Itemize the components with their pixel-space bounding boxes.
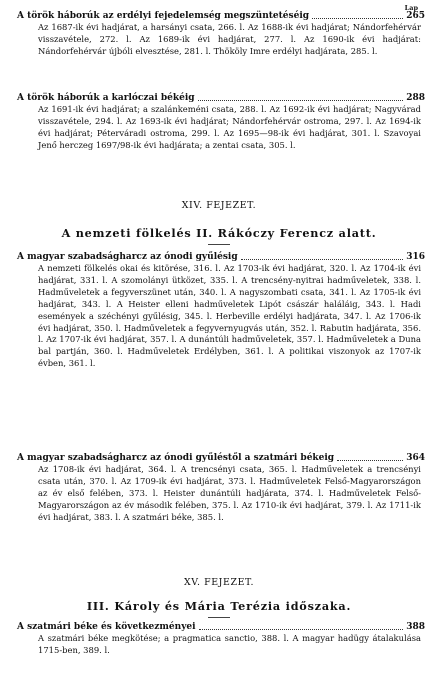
toc-entry-title: A szatmári béke és következményei (17, 622, 196, 632)
toc-entry-page: 388 (406, 622, 425, 632)
toc-entry (17, 92, 425, 152)
toc-entry-page: 316 (406, 252, 425, 262)
toc-entry-heading (17, 251, 425, 263)
toc-entry-title: A magyar szabadságharcz az ónodi gyűléstől a szatmári békeig (17, 453, 335, 463)
chapter-numeral: XV. FEJEZET. (183, 577, 255, 588)
toc-entry-summary: A szatmári béke megkötése; a pragmatica sanctio, 388. l. A magyar hadügy átalakulása 1715-ben, 389. l. (38, 633, 421, 655)
toc-entry-heading (17, 452, 425, 464)
chapter-numeral: XIV. FEJEZET. (181, 200, 257, 211)
toc-entry-title: A magyar szabadságharcz az ónodi gyűlésig (17, 252, 238, 262)
chapter-divider (208, 244, 230, 245)
dot-leader (241, 259, 404, 260)
dot-leader (198, 100, 404, 101)
toc-entry-summary: A nemzeti fölkelés okai és kitörése, 316. l. Az 1703-ik évi hadjárat, 320. l. Az 1704-ik évi hadjárat, 331. l. A szomolányi ütközet, 335. l. A trencsény-nyitrai hadműveletek, 338. l. Hadműveletek a fegyverszünet után, 340. l. A nagyszombati csata, 341. l. Az 1705-ik évi hadjárat, 343. l. A Heister elleni hadműveletek Lipót császár haláláig, 343. l. Hadi események a széchényi gyűlésig, 345. l. Herbeville erdélyi hadjárata, 347. l. Az 1706-ik évi hadjárat, 350. l. Hadműveletek a fegyvernyugvás után, 352. l. Rabutin hadjárata, 356. l. Az 1707-ik évi hadjárat, 357. l. A dunántúli hadműveletek, 357. l. Hadműveletek a Duna bal partján, 360. l. Hadműveletek Erdélyben, 361. l. A politikai viszonyok az 1707-ik évben, 361. l. (38, 263, 421, 369)
dot-leader (312, 18, 403, 19)
toc-entry-heading (17, 10, 425, 22)
toc-entry (17, 251, 425, 370)
toc-entry-summary: Az 1687-ik évi hadjárat, a harsányi csata, 266. l. Az 1688-ik évi hadjárat; Nándorfehérvár visszavétele, 272. l. Az 1689-ik évi hadjárat, 277. l. Az 1690-ik évi hadjárat: Nándorfehérvár újbóli elvesztése, 281. l. Thököly Imre erdélyi hadjárata, 285. l. (38, 22, 421, 56)
chapter-title: III. Károly és Mária Terézia időszaka. (86, 599, 352, 613)
toc-entry-heading (17, 92, 425, 104)
chapter-title: A nemzeti fölkelés II. Rákóczy Ferencz alatt. (61, 226, 377, 240)
toc-entry-page: 364 (406, 453, 425, 463)
chapter-divider (208, 617, 230, 618)
toc-entry-summary: Az 1708-ik évi hadjárat, 364. l. A trencsényi csata, 365. l. Hadműveletek a trencsényi csata után, 370. l. Az 1709-ik évi hadjárat, 373. l. Hadműveletek Felső-Magyarországon az év első felében, 373. l. Heister dunántúli hadjárata, 374. l. Hadműveletek Felső-Magyarországon az év második felében, 375. l. Az 1710-ik évi hadjárat, 379. l. Az 1711-ik évi hadjárat, 383. l. A szatmári béke, 385. l. (38, 464, 421, 522)
dot-leader (199, 629, 404, 630)
toc-entry-title: A török háborúk a karlóczai békéig (17, 93, 195, 103)
page-column-label: Lap (404, 4, 418, 12)
toc-entry (17, 452, 425, 524)
toc-entry-summary: Az 1691-ik évi hadjárat; a szalánkeméni csata, 288. l. Az 1692-ik évi hadjárat; Nagyvárad visszavétele, 294. l. Az 1693-ik évi hadjárat; Nándorfehérvár ostroma, 297. l. Az 1694-ik évi hadjárat; Péterváradi ostroma, 299. l. Az 1695—98-ik évi hadjárat, 301. l. Szavoyai Jenő herczeg 1697/98-ik évi hadjárata; a zentai csata, 305. l. (38, 104, 421, 150)
toc-entry-heading (17, 621, 425, 633)
toc-entry-title: A török háborúk az erdélyi fejedelemség megszüntetéséig (17, 11, 310, 21)
dot-leader (337, 460, 403, 461)
toc-entry-page: 265 (406, 11, 425, 21)
toc-entry (17, 10, 425, 58)
toc-entry-page: 288 (406, 93, 425, 103)
toc-entry (17, 621, 425, 657)
